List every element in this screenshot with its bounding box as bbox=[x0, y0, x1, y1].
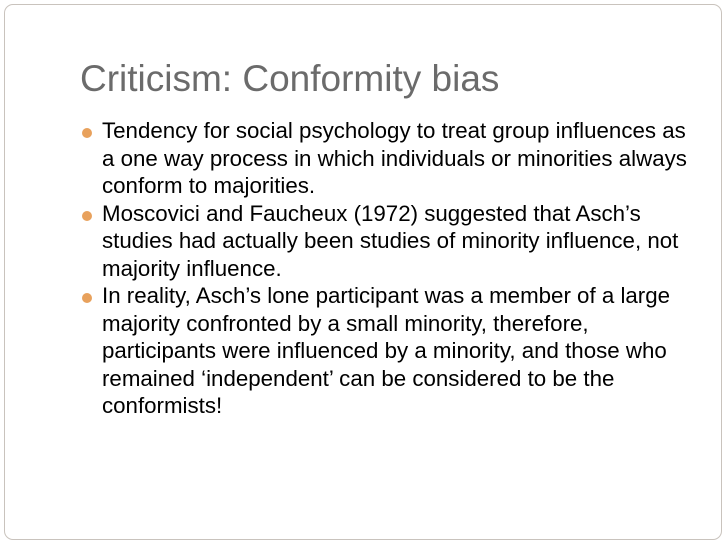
bullet-text: Tendency for social psychology to treat group influences as a one way process in which individuals or minorities always conform to majorities. bbox=[102, 118, 687, 198]
bullet-item bbox=[82, 282, 702, 420]
bullet-item bbox=[82, 200, 702, 283]
bullet-dot-icon bbox=[82, 128, 92, 138]
bullet-text: In reality, Asch’s lone participant was a member of a large majority confronted by a small minority, therefore, participants were influenced by a minority, and those who remained ‘independent’ can be considered to be the conformists! bbox=[102, 283, 671, 418]
slide-title: Criticism: Conformity bias bbox=[80, 58, 500, 99]
bullet-item bbox=[82, 117, 702, 200]
bullet-dot-icon bbox=[82, 293, 92, 303]
bullet-list bbox=[82, 117, 702, 420]
bullet-text: Moscovici and Faucheux (1972) suggested that Asch’s studies had actually been studies of minority influence, not majority influence. bbox=[102, 200, 679, 281]
bullet-dot-icon bbox=[82, 211, 92, 221]
